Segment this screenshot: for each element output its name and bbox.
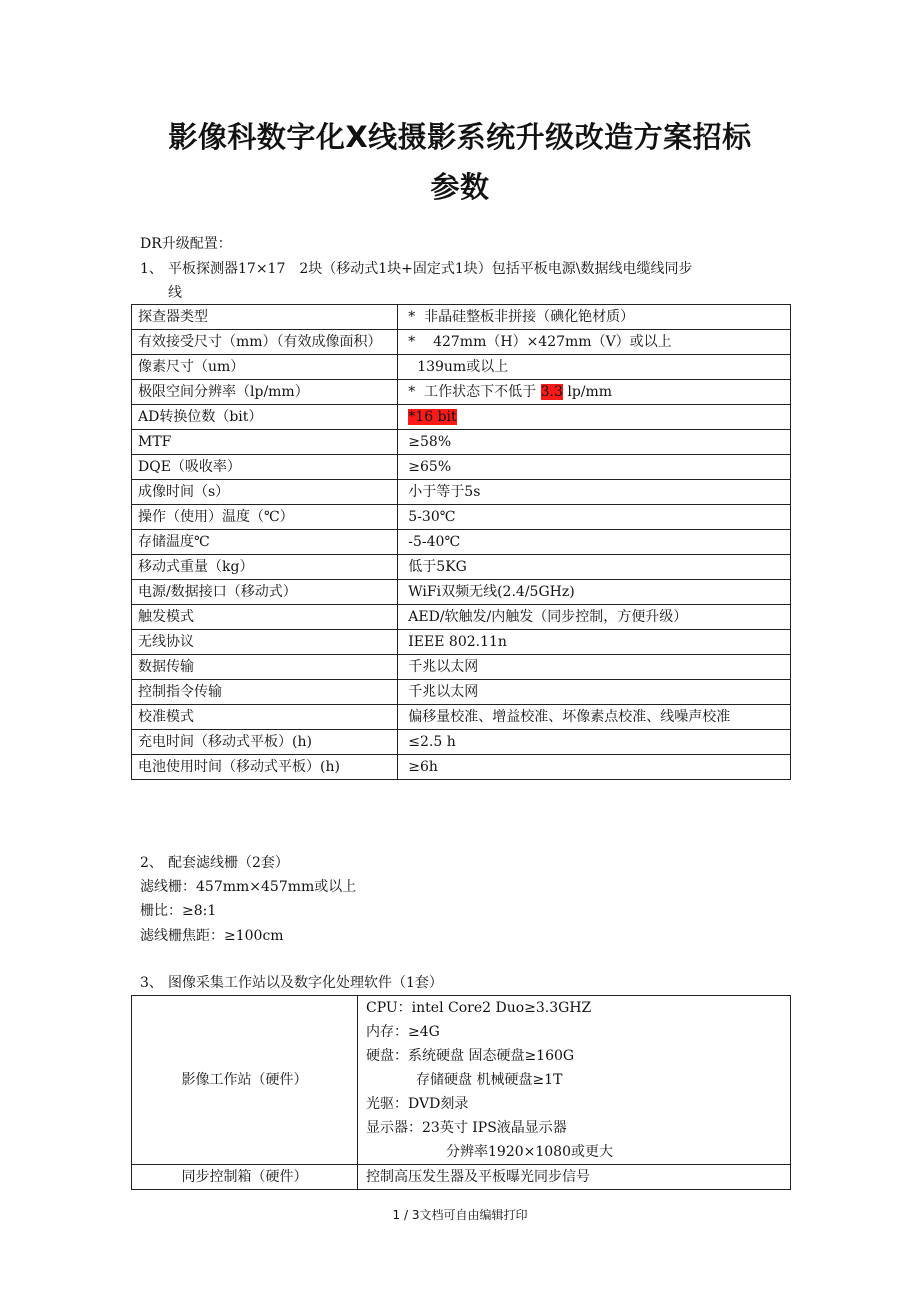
- spec-value: 千兆以太网: [398, 680, 791, 705]
- section3-heading: [140, 971, 443, 995]
- table-row: [132, 330, 791, 355]
- spec-value: 小于等于5s: [398, 480, 791, 505]
- table-row: [132, 580, 791, 605]
- section1-text-line1: 平板探测器17×17 2块（移动式1块+固定式1块）包括平板电源\数据线电缆线同步: [168, 261, 693, 277]
- spec-value: [398, 380, 791, 405]
- spec-label: 控制指令传输: [132, 680, 398, 705]
- document-title-line-2: 参数: [430, 170, 490, 204]
- spec-label: 移动式重量（kg）: [132, 555, 398, 580]
- table-row: [132, 505, 791, 530]
- document-title-line-1: 影像科数字化X线摄影系统升级改造方案招标: [168, 120, 752, 154]
- section2-number: 2、: [140, 855, 163, 871]
- spec-value: 5-30℃: [398, 505, 791, 530]
- spec-label: 校准模式: [132, 705, 398, 730]
- spec-label: 无线协议: [132, 630, 398, 655]
- table-row: [132, 530, 791, 555]
- spec-label: DQE（吸收率）: [132, 455, 398, 480]
- spec-value: -5-40℃: [398, 530, 791, 555]
- workstation-table: [131, 995, 791, 1190]
- table-row: [132, 405, 791, 430]
- spec-label: 成像时间（s）: [132, 480, 398, 505]
- table-row: [132, 705, 791, 730]
- section1-heading: [140, 257, 693, 281]
- monitor-spec: 显示器：23英寸 IPS液晶显示器: [366, 1120, 567, 1136]
- highlighted-value: 3.3: [540, 384, 563, 400]
- spec-value-prefix: * 工作状态下不低于: [408, 384, 541, 400]
- spec-label: 电源/数据接口（移动式）: [132, 580, 398, 605]
- spec-label: 电池使用时间（移动式平板）(h): [132, 755, 398, 780]
- table-row: [132, 355, 791, 380]
- spec-label: 探查器类型: [132, 305, 398, 330]
- spec-label: MTF: [132, 430, 398, 455]
- optical-drive-spec: 光驱：DVD刻录: [366, 1096, 469, 1112]
- table-row: [132, 996, 791, 1165]
- spec-value: * 427mm（H）×427mm（V）或以上: [398, 330, 791, 355]
- cpu-spec: CPU：intel Core2 Duo≥3.3GHZ: [366, 1000, 592, 1016]
- table-row: [132, 555, 791, 580]
- spec-value: ≥65%: [398, 455, 791, 480]
- spec-value: 139um或以上: [398, 355, 791, 380]
- highlighted-value: *16 bit: [408, 409, 457, 425]
- workstation-label: 影像工作站（硬件）: [132, 996, 358, 1165]
- workstation-specs: [358, 996, 791, 1165]
- table-row: [132, 480, 791, 505]
- table-row: [132, 755, 791, 780]
- spec-label: 有效接受尺寸（mm）（有效成像面积）: [132, 330, 398, 355]
- table-row: [132, 730, 791, 755]
- spec-value: ≥58%: [398, 430, 791, 455]
- section1-number: 1、: [140, 261, 163, 277]
- section3-number: 3、: [140, 975, 163, 991]
- section2-heading-text: 配套滤线栅（2套）: [168, 855, 289, 871]
- table-row: [132, 455, 791, 480]
- spec-value: 偏移量校准、增益校准、坏像素点校准、线噪声校准: [398, 705, 791, 730]
- table-row: [132, 680, 791, 705]
- spec-value: AED/软触发/内触发（同步控制，方便升级）: [398, 605, 791, 630]
- page-footer: 1 / 3文档可自由编辑打印: [392, 1208, 528, 1222]
- table-row: [132, 380, 791, 405]
- spec-value: WiFi双频无线(2.4/5GHz): [398, 580, 791, 605]
- memory-spec: 内存：≥4G: [366, 1024, 440, 1040]
- section1-text-line2: 线: [168, 285, 182, 301]
- table-row: [132, 1165, 791, 1190]
- detector-spec-table: [131, 304, 791, 780]
- spec-label: 数据传输: [132, 655, 398, 680]
- spec-label: 触发模式: [132, 605, 398, 630]
- table-row: [132, 305, 791, 330]
- spec-label: AD转换位数（bit）: [132, 405, 398, 430]
- spec-value: [398, 405, 791, 430]
- sync-box-label: 同步控制箱（硬件）: [132, 1165, 358, 1190]
- grid-ratio-line: 栅比：≥8:1: [140, 903, 217, 919]
- sync-box-value: 控制高压发生器及平板曝光同步信号: [358, 1165, 791, 1190]
- spec-value: IEEE 802.11n: [398, 630, 791, 655]
- spec-label: 充电时间（移动式平板）(h): [132, 730, 398, 755]
- spec-value: * 非晶硅整板非拼接（碘化铯材质）: [398, 305, 791, 330]
- spec-label: 操作（使用）温度（℃）: [132, 505, 398, 530]
- intro-text: DR升级配置：: [140, 236, 232, 252]
- table-row: [132, 430, 791, 455]
- spec-value-suffix: lp/mm: [562, 384, 613, 400]
- spec-value: 低于5KG: [398, 555, 791, 580]
- resolution-spec: 分辨率1920×1080或更大: [446, 1144, 613, 1160]
- table-row: [132, 605, 791, 630]
- disk-spec: 硬盘：系统硬盘 固态硬盘≥160G: [366, 1048, 575, 1064]
- storage-disk-spec: 存储硬盘 机械硬盘≥1T: [416, 1072, 563, 1088]
- section3-heading-text: 图像采集工作站以及数字化处理软件（1套）: [168, 975, 443, 991]
- spec-value: ≥6h: [398, 755, 791, 780]
- table-row: [132, 655, 791, 680]
- spec-label: 存储温度℃: [132, 530, 398, 555]
- section2-heading: [140, 851, 289, 875]
- spec-value: ≤2.5 h: [398, 730, 791, 755]
- grid-focus-line: 滤线栅焦距：≥100cm: [140, 928, 284, 944]
- spec-label: 像素尺寸（um）: [132, 355, 398, 380]
- spec-label: 极限空间分辨率（lp/mm）: [132, 380, 398, 405]
- grid-size-line: 滤线栅：457mm×457mm或以上: [140, 879, 357, 895]
- table-row: [132, 630, 791, 655]
- spec-value: 千兆以太网: [398, 655, 791, 680]
